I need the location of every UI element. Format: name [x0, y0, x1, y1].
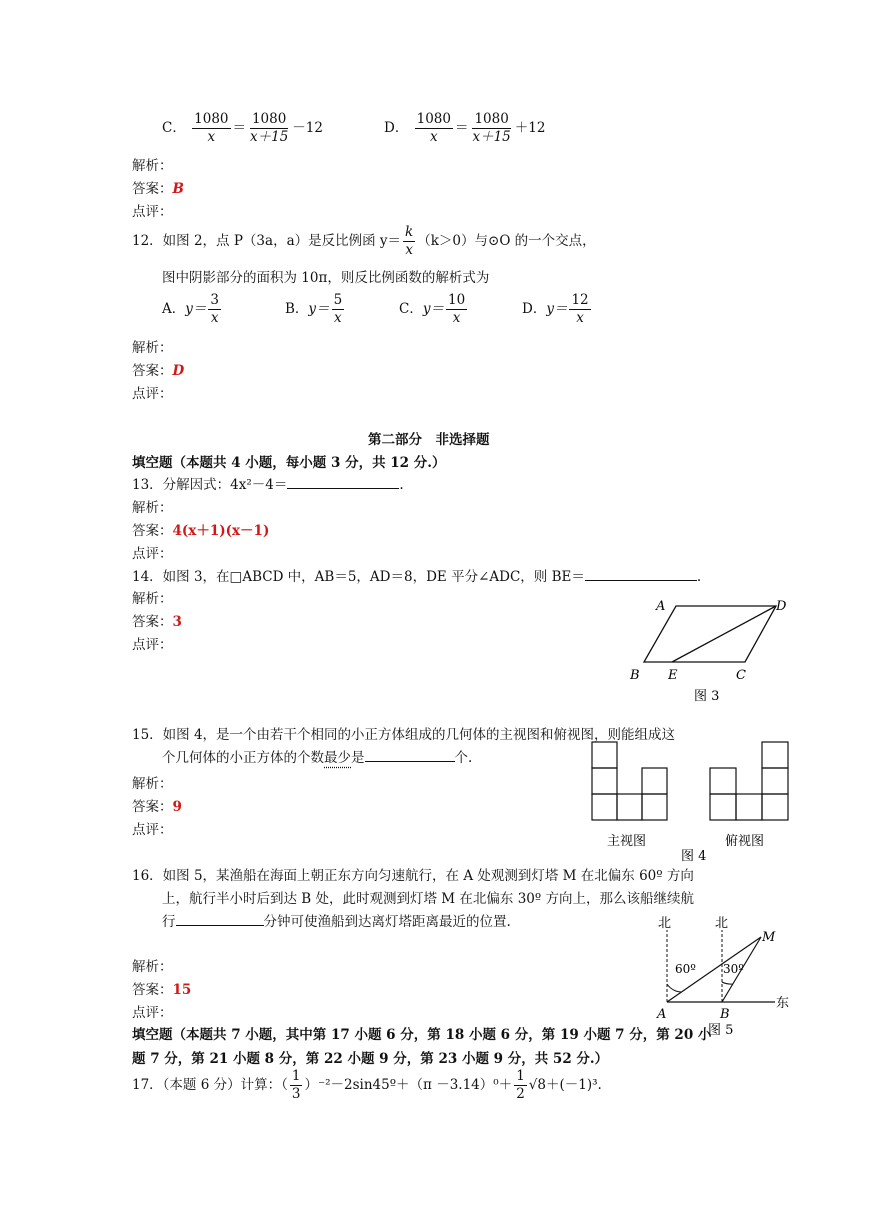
q16-answer: 答案：15: [132, 982, 192, 998]
vertex-label-b: B: [630, 668, 640, 683]
q12-answer: 答案：D: [132, 363, 185, 379]
q13-answer: 答案：4(x＋1)(x－1): [132, 523, 270, 539]
answer-value: 4(x＋1)(x－1): [172, 523, 270, 539]
q14-comment: 点评：: [132, 637, 173, 653]
answer-value: D: [172, 363, 185, 379]
top-view: [710, 742, 788, 820]
fraction: $\frac{1}{2}$: [516, 1068, 525, 1102]
fraction: $\frac{1080}{x+15}$: [250, 111, 289, 145]
q13-analysis: 解析：: [132, 500, 173, 516]
answer-value: B: [172, 181, 184, 197]
fraction: $\frac{1080}{x}$: [194, 111, 229, 145]
section-heading: 填空题（本题共 4 小题，每小题 3 分，共 12 分.）: [132, 455, 446, 471]
q16-line1: 16．如图 5，某渔船在海面上朝正东方向匀速航行，在 A 处观测到灯塔 M 在北偏东 60º 方向: [132, 868, 694, 884]
q16-comment: 点评：: [132, 1005, 173, 1021]
q14-answer: 答案：3: [132, 614, 182, 630]
answer-blank: [287, 474, 399, 489]
q12-stem-line2: 图中阴影部分的面积为 10π，则反比例函数的解析式为: [162, 270, 490, 286]
q15-comment: 点评：: [132, 822, 173, 838]
answer-blank: [585, 566, 697, 581]
q14-stem: 14．如图 3，在□ABCD 中，AB＝5，AD＝8，DE 平分∠ADC，则 BE＝ .: [132, 565, 701, 585]
section2-heading-line2: 题 7 分，第 21 小题 8 分，第 22 小题 9 分，第 23 小题 9 分，共 52 分.）: [132, 1051, 609, 1067]
figure-caption: 图 4: [681, 849, 707, 864]
q16-analysis: 解析：: [132, 959, 173, 975]
q11-option-d: D． $\frac{1080}{x}$ ＝ $\frac{1080}{x+15}$ ＋12: [384, 111, 546, 145]
q11-comment: 点评：: [132, 204, 173, 220]
front-view: [592, 742, 667, 820]
figure-3-parallelogram: [620, 592, 800, 707]
q12-comment: 点评：: [132, 386, 173, 402]
q12-option-d: D．y＝ $\frac{12}{x}$: [522, 292, 589, 326]
figure-5-bearings: [645, 910, 795, 1038]
q12-option-c: C．y＝ $\frac{10}{x}$: [399, 292, 466, 326]
answer-blank: [176, 911, 264, 926]
answer-value: 9: [172, 799, 182, 815]
point-label-m: M: [762, 930, 776, 945]
q16-line2: 上，航行半小时后到达 B 处，此时观测到灯塔 M 在北偏东 30º 方向上，那么该船继续航: [162, 891, 695, 907]
q11-answer: 答案：B: [132, 181, 184, 197]
north-label-b: 北: [715, 916, 729, 931]
figure-4-views: [585, 736, 795, 866]
angle-label-60: 60º: [675, 962, 696, 976]
q13-stem: 13．分解因式：4x²－4＝ .: [132, 473, 404, 493]
figure-caption: 图 3: [694, 689, 720, 704]
angle-arc-30: [722, 982, 733, 984]
answer-value: 3: [172, 614, 182, 630]
q15-stem-line1: 15．如图 4，是一个由若干个相同的小正方体组成的几何体的主视图和俯视图，则能组成这: [132, 727, 676, 743]
section2-heading-line1: 填空题（本题共 7 小题，其中第 17 小题 6 分，第 18 小题 6 分，第 19 小题 7 分，第 20 小: [132, 1027, 712, 1043]
fraction: $\frac{1080}{x}$: [416, 111, 451, 145]
top-view-label: 俯视图: [725, 834, 765, 849]
q12-stem: 12．如图 2，点 P（3a，a）是反比例函 y＝ $\frac{k}{x}$ （k＞0）与⊙O 的一个交点，: [132, 224, 596, 258]
fraction: $\frac{k}{x}$: [405, 224, 414, 258]
fraction: $\frac{1}{3}$: [291, 1068, 301, 1102]
vertex-label-a: A: [656, 599, 666, 614]
fraction: $\frac{1080}{x+15}$: [472, 111, 511, 145]
point-label-a: A: [657, 1007, 667, 1022]
point-label-b: B: [720, 1007, 730, 1022]
vertex-label-e: E: [668, 668, 678, 683]
q15-stem-line2: 个几何体的小正方体的个数最少是 个.: [162, 746, 472, 766]
q17-stem: 17．（本题 6 分）计算：（ $\frac{1}{3}$ ）⁻²－2sin45º＋（π －3.14）⁰＋ $\frac{1}{2}$ √8＋(－1)³.: [132, 1068, 602, 1102]
q12-analysis: 解析：: [132, 340, 173, 356]
q16-line3: 行 分钟可使渔船到达离灯塔距离最近的位置.: [162, 910, 511, 930]
parallelogram-abcd: [644, 606, 776, 662]
east-label: 东: [776, 996, 790, 1011]
answer-blank: [365, 747, 455, 762]
q11-option-c: C． $\frac{1080}{x}$ ＝ $\frac{1080}{x+15}$ －12: [162, 111, 323, 145]
q12-option-a: A．y＝ $\frac{3}{x}$: [162, 292, 219, 326]
angle-arc-60: [667, 984, 682, 992]
north-label-a: 北: [658, 916, 672, 931]
part-title: 第二部分 非选择题: [368, 432, 490, 448]
q14-analysis: 解析：: [132, 591, 173, 607]
q12-option-b: B．y＝ $\frac{5}{x}$: [285, 292, 343, 326]
answer-value: 15: [172, 982, 192, 998]
figure-caption: 图 5: [708, 1023, 734, 1038]
q15-answer: 答案：9: [132, 799, 182, 815]
front-view-label: 主视图: [607, 834, 647, 849]
vertex-label-c: C: [736, 668, 746, 683]
q13-comment: 点评：: [132, 546, 173, 562]
angle-label-30: 30º: [723, 962, 744, 976]
vertex-label-d: D: [776, 599, 787, 614]
q11-analysis: 解析：: [132, 158, 173, 174]
q15-analysis: 解析：: [132, 776, 173, 792]
